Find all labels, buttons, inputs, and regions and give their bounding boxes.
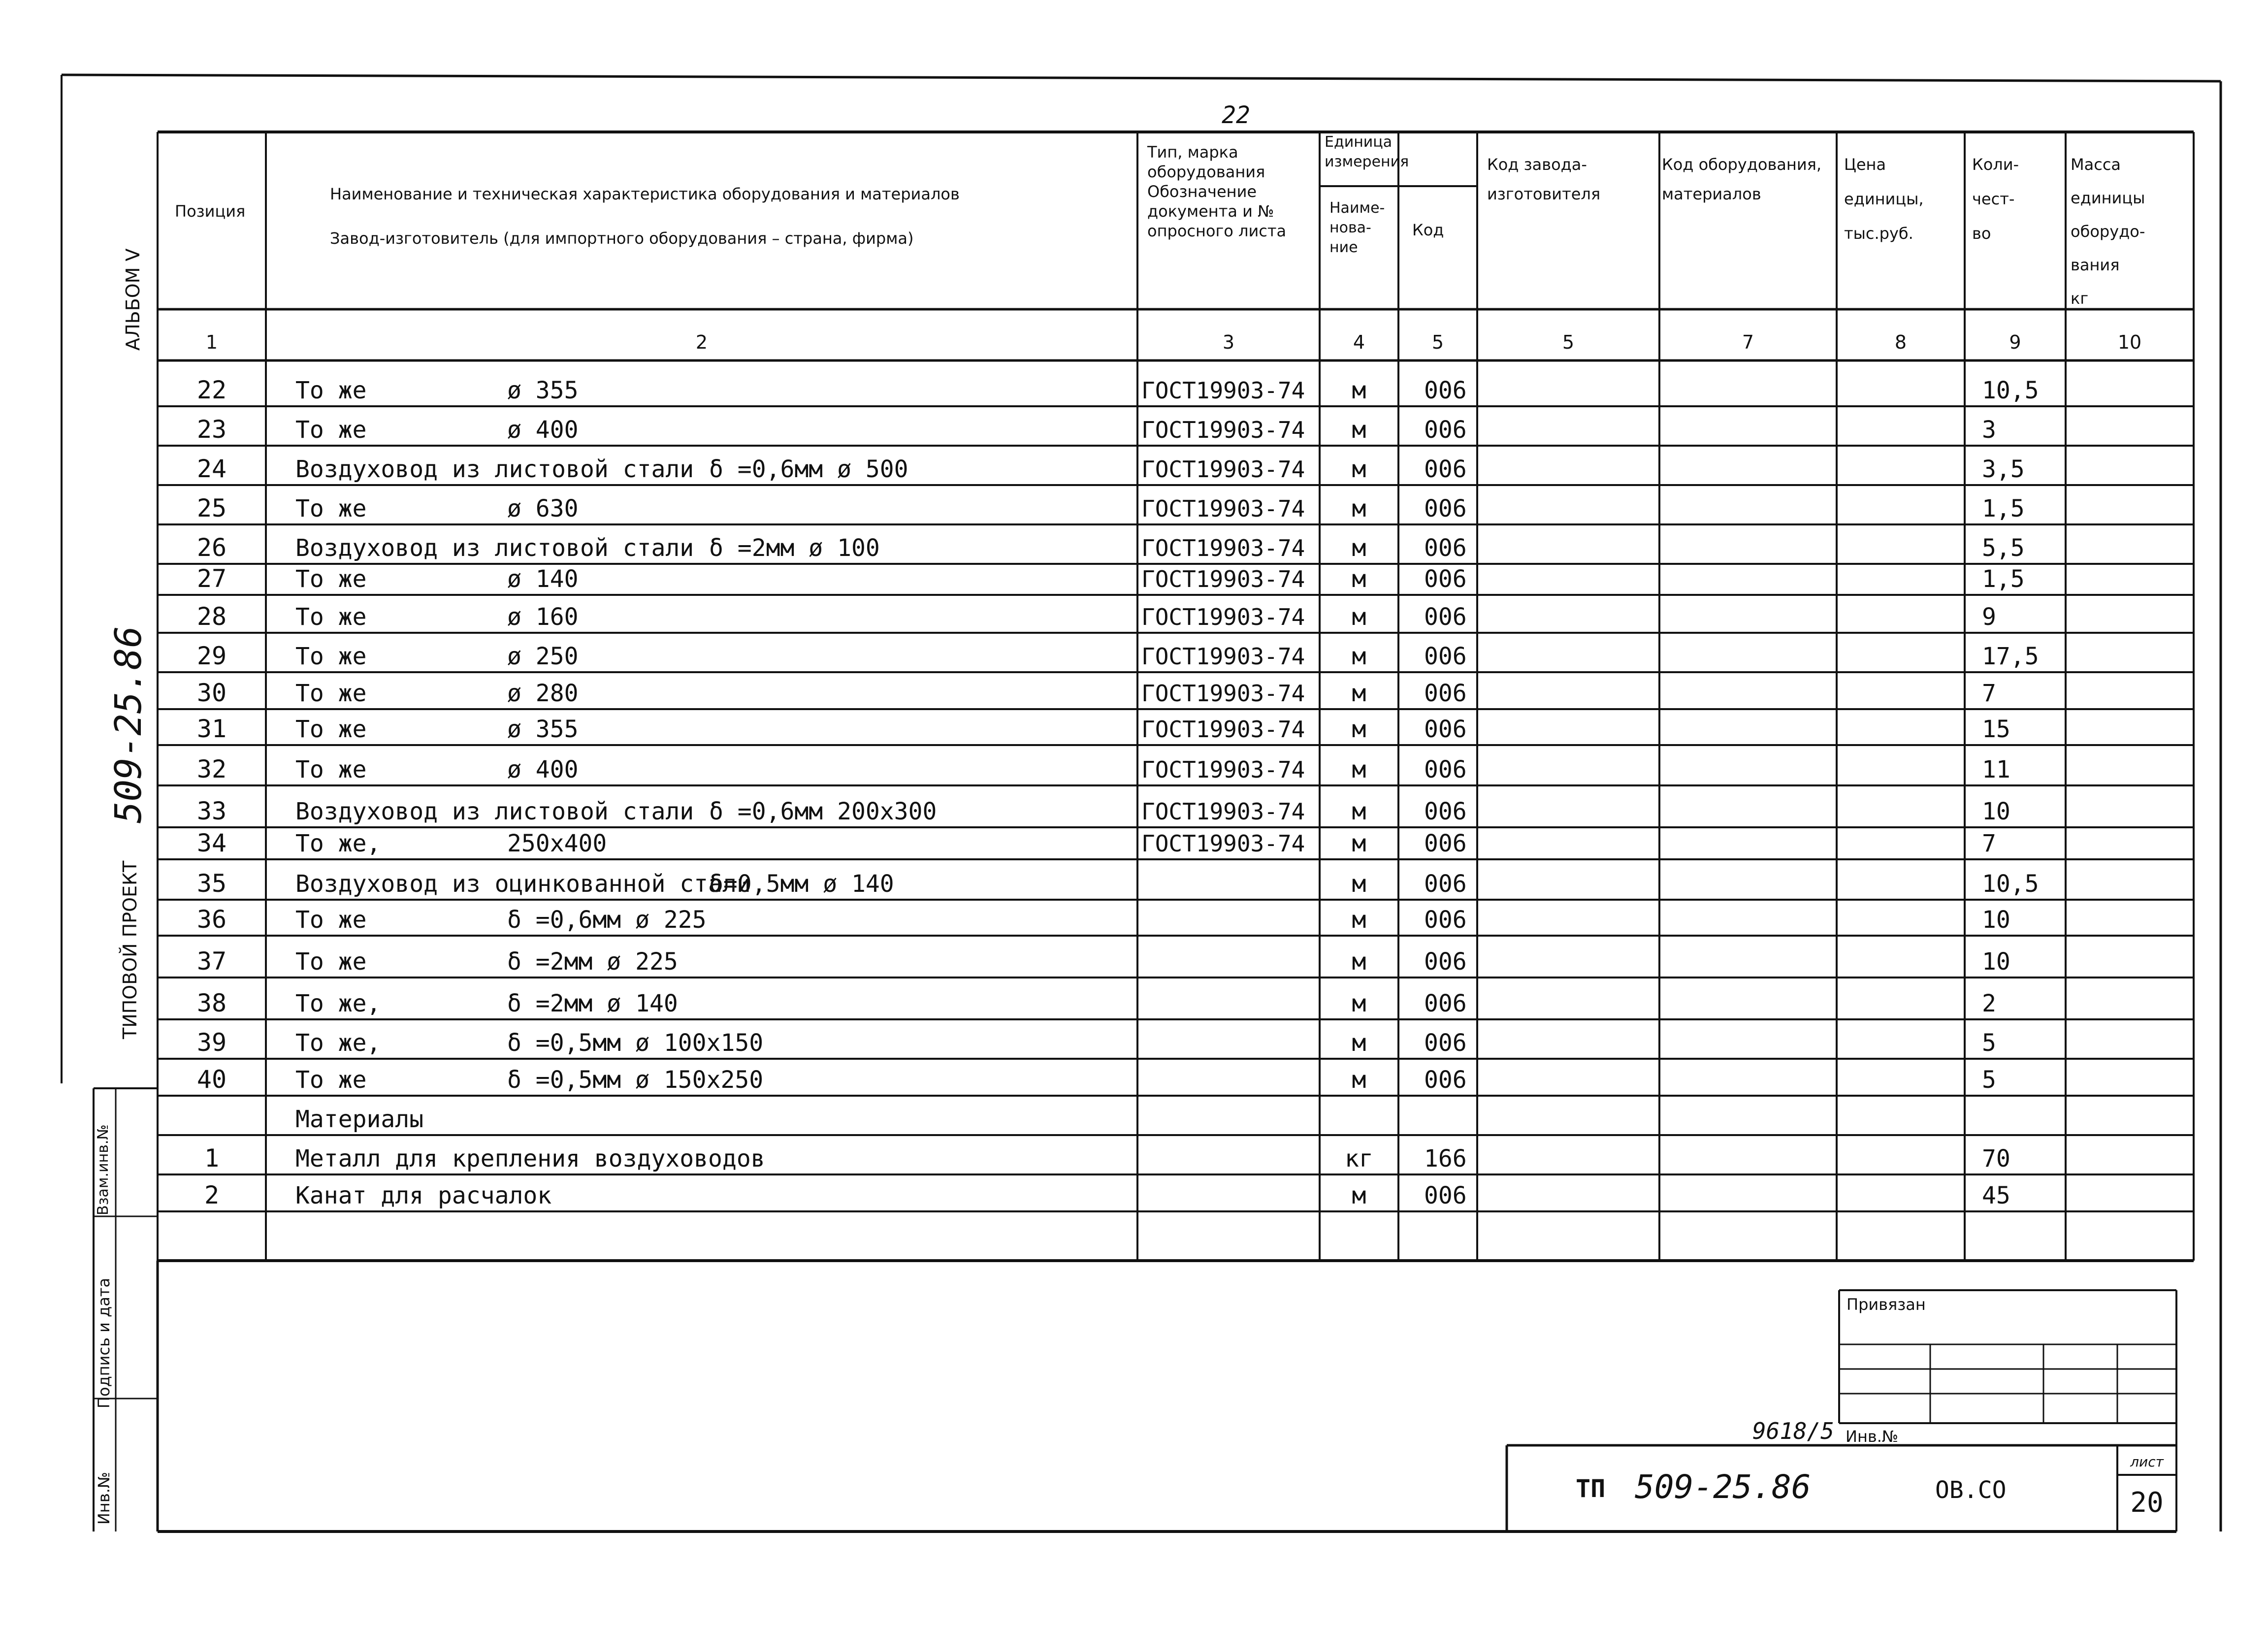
stamp-inv-label: Инв.№: [1846, 1427, 1899, 1446]
row-spec: δ =0,5мм ø 100х150: [507, 1029, 764, 1057]
row-qty: 10: [1982, 948, 2010, 976]
row-qty: 3,5: [1982, 456, 2025, 483]
row-code: 006: [1424, 1066, 1467, 1094]
row-code: 006: [1424, 643, 1467, 670]
row-unit: кг: [1345, 1145, 1373, 1173]
row-spec: δ =0,6мм ø 500: [709, 456, 908, 483]
row-qty: 15: [1982, 716, 2010, 743]
row-code: 006: [1424, 456, 1467, 483]
side-project-number: 509-25.86: [107, 626, 150, 823]
row-unit: м: [1352, 1029, 1366, 1057]
row-unit: м: [1352, 990, 1366, 1017]
row-code: 006: [1424, 1029, 1467, 1057]
row-code: 006: [1424, 565, 1467, 593]
row-qty: 10,5: [1982, 377, 2039, 404]
row-position: 31: [196, 715, 227, 743]
header-type-doc: Обозначение: [1147, 182, 1257, 201]
row-position: 28: [196, 602, 227, 631]
row-doc: ГОСТ19903-74: [1141, 566, 1305, 592]
row-qty: 10,5: [1982, 870, 2039, 898]
row-name: Воздуховод из листовой стали: [295, 534, 694, 562]
project-caption: ТИПОВОЙ ПРОЕКТ: [119, 860, 141, 1039]
header-unit-mass: оборудо-: [2071, 222, 2145, 241]
stamp-field-signature-date: Подпись и дата: [95, 1277, 113, 1408]
row-code: 006: [1424, 830, 1467, 857]
header-type-doc: оборудования: [1147, 163, 1265, 181]
row-name: Воздуховод из листовой стали: [295, 456, 694, 483]
row-position: 35: [196, 869, 227, 898]
row-code: 006: [1424, 1182, 1467, 1209]
row-position: 34: [196, 829, 227, 857]
header-position: Позиция: [175, 202, 246, 221]
stamp-field-replaced-inv: Взам.инв.№: [95, 1124, 112, 1215]
row-name: То же: [295, 495, 367, 522]
row-name: Воздуховод из оцинкованной стали: [295, 870, 751, 898]
stamp-sheet-number: 20: [2130, 1487, 2164, 1519]
row-spec: ø 280: [507, 680, 579, 707]
header-equipment-code: Код оборудования,: [1662, 155, 1822, 174]
row-unit: м: [1352, 870, 1366, 898]
row-position: 2: [204, 1181, 220, 1209]
row-doc: ГОСТ19903-74: [1141, 535, 1305, 561]
row-unit: м: [1352, 1066, 1366, 1094]
row-code: 006: [1424, 416, 1467, 444]
row-name: Металл для крепления воздуховодов: [295, 1145, 765, 1173]
row-code: 006: [1424, 990, 1467, 1017]
header-type-doc: опросного листа: [1147, 222, 1287, 240]
row-position: 40: [196, 1065, 227, 1094]
header-unit-mass: вания: [2071, 256, 2120, 274]
row-spec: δ =2мм ø 140: [507, 990, 678, 1017]
row-doc: ГОСТ19903-74: [1141, 798, 1305, 825]
row-position: 22: [196, 376, 227, 404]
header-maker-code: Код завода-: [1487, 155, 1587, 174]
row-spec: δ =0,6мм 200х300: [709, 798, 937, 825]
row-qty: 7: [1982, 680, 1996, 707]
row-position: 29: [196, 642, 227, 670]
row-spec: δ =0,6мм ø 225: [507, 906, 707, 934]
row-spec: ø 140: [507, 565, 579, 593]
row-unit: м: [1352, 495, 1366, 522]
row-doc: ГОСТ19903-74: [1141, 830, 1305, 857]
row-qty: 11: [1982, 756, 2010, 783]
column-number: 7: [1742, 331, 1754, 353]
row-position: 27: [196, 564, 227, 593]
row-name: То же: [295, 643, 367, 670]
header-equipment-code: материалов: [1662, 185, 1761, 203]
row-unit: м: [1352, 906, 1366, 934]
column-number: 2: [695, 331, 708, 353]
stamp-field-inv: Инв.№: [95, 1471, 113, 1525]
row-doc: ГОСТ19903-74: [1141, 495, 1305, 522]
header-unit-group: измерения: [1325, 153, 1409, 170]
row-name: То же: [295, 680, 367, 707]
row-position: 30: [196, 679, 227, 707]
header-unit-name: Наиме-: [1329, 199, 1385, 217]
row-code: 006: [1424, 534, 1467, 562]
row-name: То же,: [295, 990, 381, 1017]
header-type-doc: документа и №: [1147, 202, 1274, 221]
row-position: 24: [196, 455, 227, 483]
row-doc: ГОСТ19903-74: [1141, 456, 1305, 483]
row-position: 1: [204, 1144, 220, 1173]
page-number: 22: [1222, 101, 1250, 129]
header-unit-price: тыс.руб.: [1844, 224, 1913, 243]
row-code: 166: [1424, 1145, 1467, 1173]
stamp-project-number: 509-25.86: [1635, 1468, 1811, 1506]
row-spec: ø 355: [507, 716, 579, 743]
row-unit: м: [1352, 680, 1366, 707]
row-doc: ГОСТ19903-74: [1141, 716, 1305, 743]
row-code: 006: [1424, 680, 1467, 707]
row-spec: ø 160: [507, 603, 579, 631]
row-spec: δ =2мм ø 225: [507, 948, 678, 976]
header-name-spec: Наименование и техническая характеристика оборудования и материалов: [330, 185, 960, 203]
row-unit: м: [1352, 948, 1366, 976]
row-code: 006: [1424, 798, 1467, 825]
row-unit: м: [1352, 416, 1366, 444]
row-unit: м: [1352, 643, 1366, 670]
column-number: 10: [2117, 331, 2142, 353]
row-qty: 3: [1982, 416, 1996, 444]
row-unit: м: [1352, 377, 1366, 404]
row-name: Материалы: [295, 1106, 424, 1133]
row-spec: 250х400: [507, 830, 607, 857]
row-qty: 5: [1982, 1066, 1996, 1094]
row-qty: 10: [1982, 906, 2010, 934]
row-unit: м: [1352, 456, 1366, 483]
row-name: То же: [295, 948, 367, 976]
header-unit-mass: Масса: [2071, 155, 2121, 174]
column-number: 5: [1431, 331, 1444, 353]
row-position: 26: [196, 533, 227, 562]
header-unit-price: единицы,: [1844, 190, 1924, 208]
row-unit: м: [1352, 534, 1366, 562]
row-qty: 70: [1982, 1145, 2010, 1173]
row-unit: м: [1352, 565, 1366, 593]
stamp-mark: ОВ.СО: [1935, 1476, 2007, 1504]
row-qty: 2: [1982, 990, 1996, 1017]
header-unit-group: Единица: [1325, 133, 1393, 151]
stamp-sheet-label: лист: [2130, 1454, 2164, 1470]
row-doc: ГОСТ19903-74: [1141, 417, 1305, 443]
row-position: 23: [196, 415, 227, 444]
row-doc: ГОСТ19903-74: [1141, 377, 1305, 404]
row-spec: ø 400: [507, 756, 579, 783]
header-maker-code: изготовителя: [1487, 185, 1601, 203]
row-unit: м: [1352, 830, 1366, 857]
row-doc: ГОСТ19903-74: [1141, 604, 1305, 630]
stamp-privyazan: Привязан: [1847, 1295, 1926, 1314]
row-unit: м: [1352, 798, 1366, 825]
row-name: То же,: [295, 1029, 381, 1057]
row-qty: 45: [1982, 1182, 2010, 1209]
row-qty: 17,5: [1982, 643, 2039, 670]
row-code: 006: [1424, 756, 1467, 783]
row-qty: 1,5: [1982, 565, 2025, 593]
header-type-doc: Тип, марка: [1147, 143, 1238, 162]
row-unit: м: [1352, 716, 1366, 743]
row-qty: 1,5: [1982, 495, 2025, 522]
row-qty: 5,5: [1982, 534, 2025, 562]
row-qty: 10: [1982, 798, 2010, 825]
header-quantity: чест-: [1972, 190, 2015, 208]
row-name: То же,: [295, 830, 381, 857]
column-number: 1: [205, 331, 218, 353]
row-code: 006: [1424, 870, 1467, 898]
stamp-tp: ТП: [1576, 1474, 1606, 1503]
column-number: 5: [1562, 331, 1575, 353]
album-caption: АЛЬБОМ V: [122, 248, 144, 351]
column-number: 4: [1353, 331, 1365, 353]
row-spec: δ =2мм ø 100: [709, 534, 880, 562]
row-unit: м: [1352, 603, 1366, 631]
header-unit-name: нова-: [1329, 219, 1371, 236]
row-qty: 9: [1982, 603, 1996, 631]
row-code: 006: [1424, 377, 1467, 404]
stamp-inv-number: 9618/5: [1752, 1418, 1834, 1444]
row-name: То же: [295, 716, 367, 743]
row-spec: ø 355: [507, 377, 579, 404]
header-unit-mass: единицы: [2071, 189, 2145, 207]
row-position: 37: [196, 947, 227, 976]
row-spec: ø 250: [507, 643, 579, 670]
row-name: То же: [295, 377, 367, 404]
row-position: 39: [196, 1028, 227, 1057]
row-code: 006: [1424, 906, 1467, 934]
row-position: 36: [196, 905, 227, 934]
row-code: 006: [1424, 603, 1467, 631]
column-number: 9: [2009, 331, 2021, 353]
row-code: 006: [1424, 495, 1467, 522]
header-unit-code: Код: [1412, 221, 1444, 239]
header-name-spec: Завод-изготовитель (для импортного оборудования – страна, фирма): [330, 229, 914, 248]
row-code: 006: [1424, 948, 1467, 976]
row-spec: δ =0,5мм ø 150х250: [507, 1066, 764, 1094]
row-spec: ø 630: [507, 495, 579, 522]
row-position: 25: [196, 494, 227, 522]
row-position: 32: [196, 755, 227, 783]
row-spec: δ=0,5мм ø 140: [709, 870, 894, 898]
row-code: 006: [1424, 716, 1467, 743]
row-position: 33: [196, 797, 227, 825]
row-name: То же: [295, 1066, 367, 1094]
row-doc: ГОСТ19903-74: [1141, 643, 1305, 670]
row-unit: м: [1352, 1182, 1366, 1209]
header-quantity: во: [1972, 224, 1991, 243]
row-name: То же: [295, 603, 367, 631]
column-number: 3: [1222, 331, 1235, 353]
header-quantity: Коли-: [1972, 155, 2019, 174]
row-qty: 7: [1982, 830, 1996, 857]
row-name: То же: [295, 756, 367, 783]
row-name: То же: [295, 565, 367, 593]
column-number: 8: [1894, 331, 1907, 353]
row-spec: ø 400: [507, 416, 579, 444]
row-name: Канат для расчалок: [295, 1182, 552, 1209]
row-doc: ГОСТ19903-74: [1141, 756, 1305, 783]
row-name: То же: [295, 906, 367, 934]
row-doc: ГОСТ19903-74: [1141, 680, 1305, 707]
header-unit-price: Цена: [1844, 155, 1886, 174]
row-unit: м: [1352, 756, 1366, 783]
header-unit-name: ние: [1329, 239, 1358, 256]
row-name: То же: [295, 416, 367, 444]
row-qty: 5: [1982, 1029, 1996, 1057]
header-unit-mass: кг: [2071, 289, 2089, 308]
row-position: 38: [196, 989, 227, 1017]
row-name: Воздуховод из листовой стали: [295, 798, 694, 825]
